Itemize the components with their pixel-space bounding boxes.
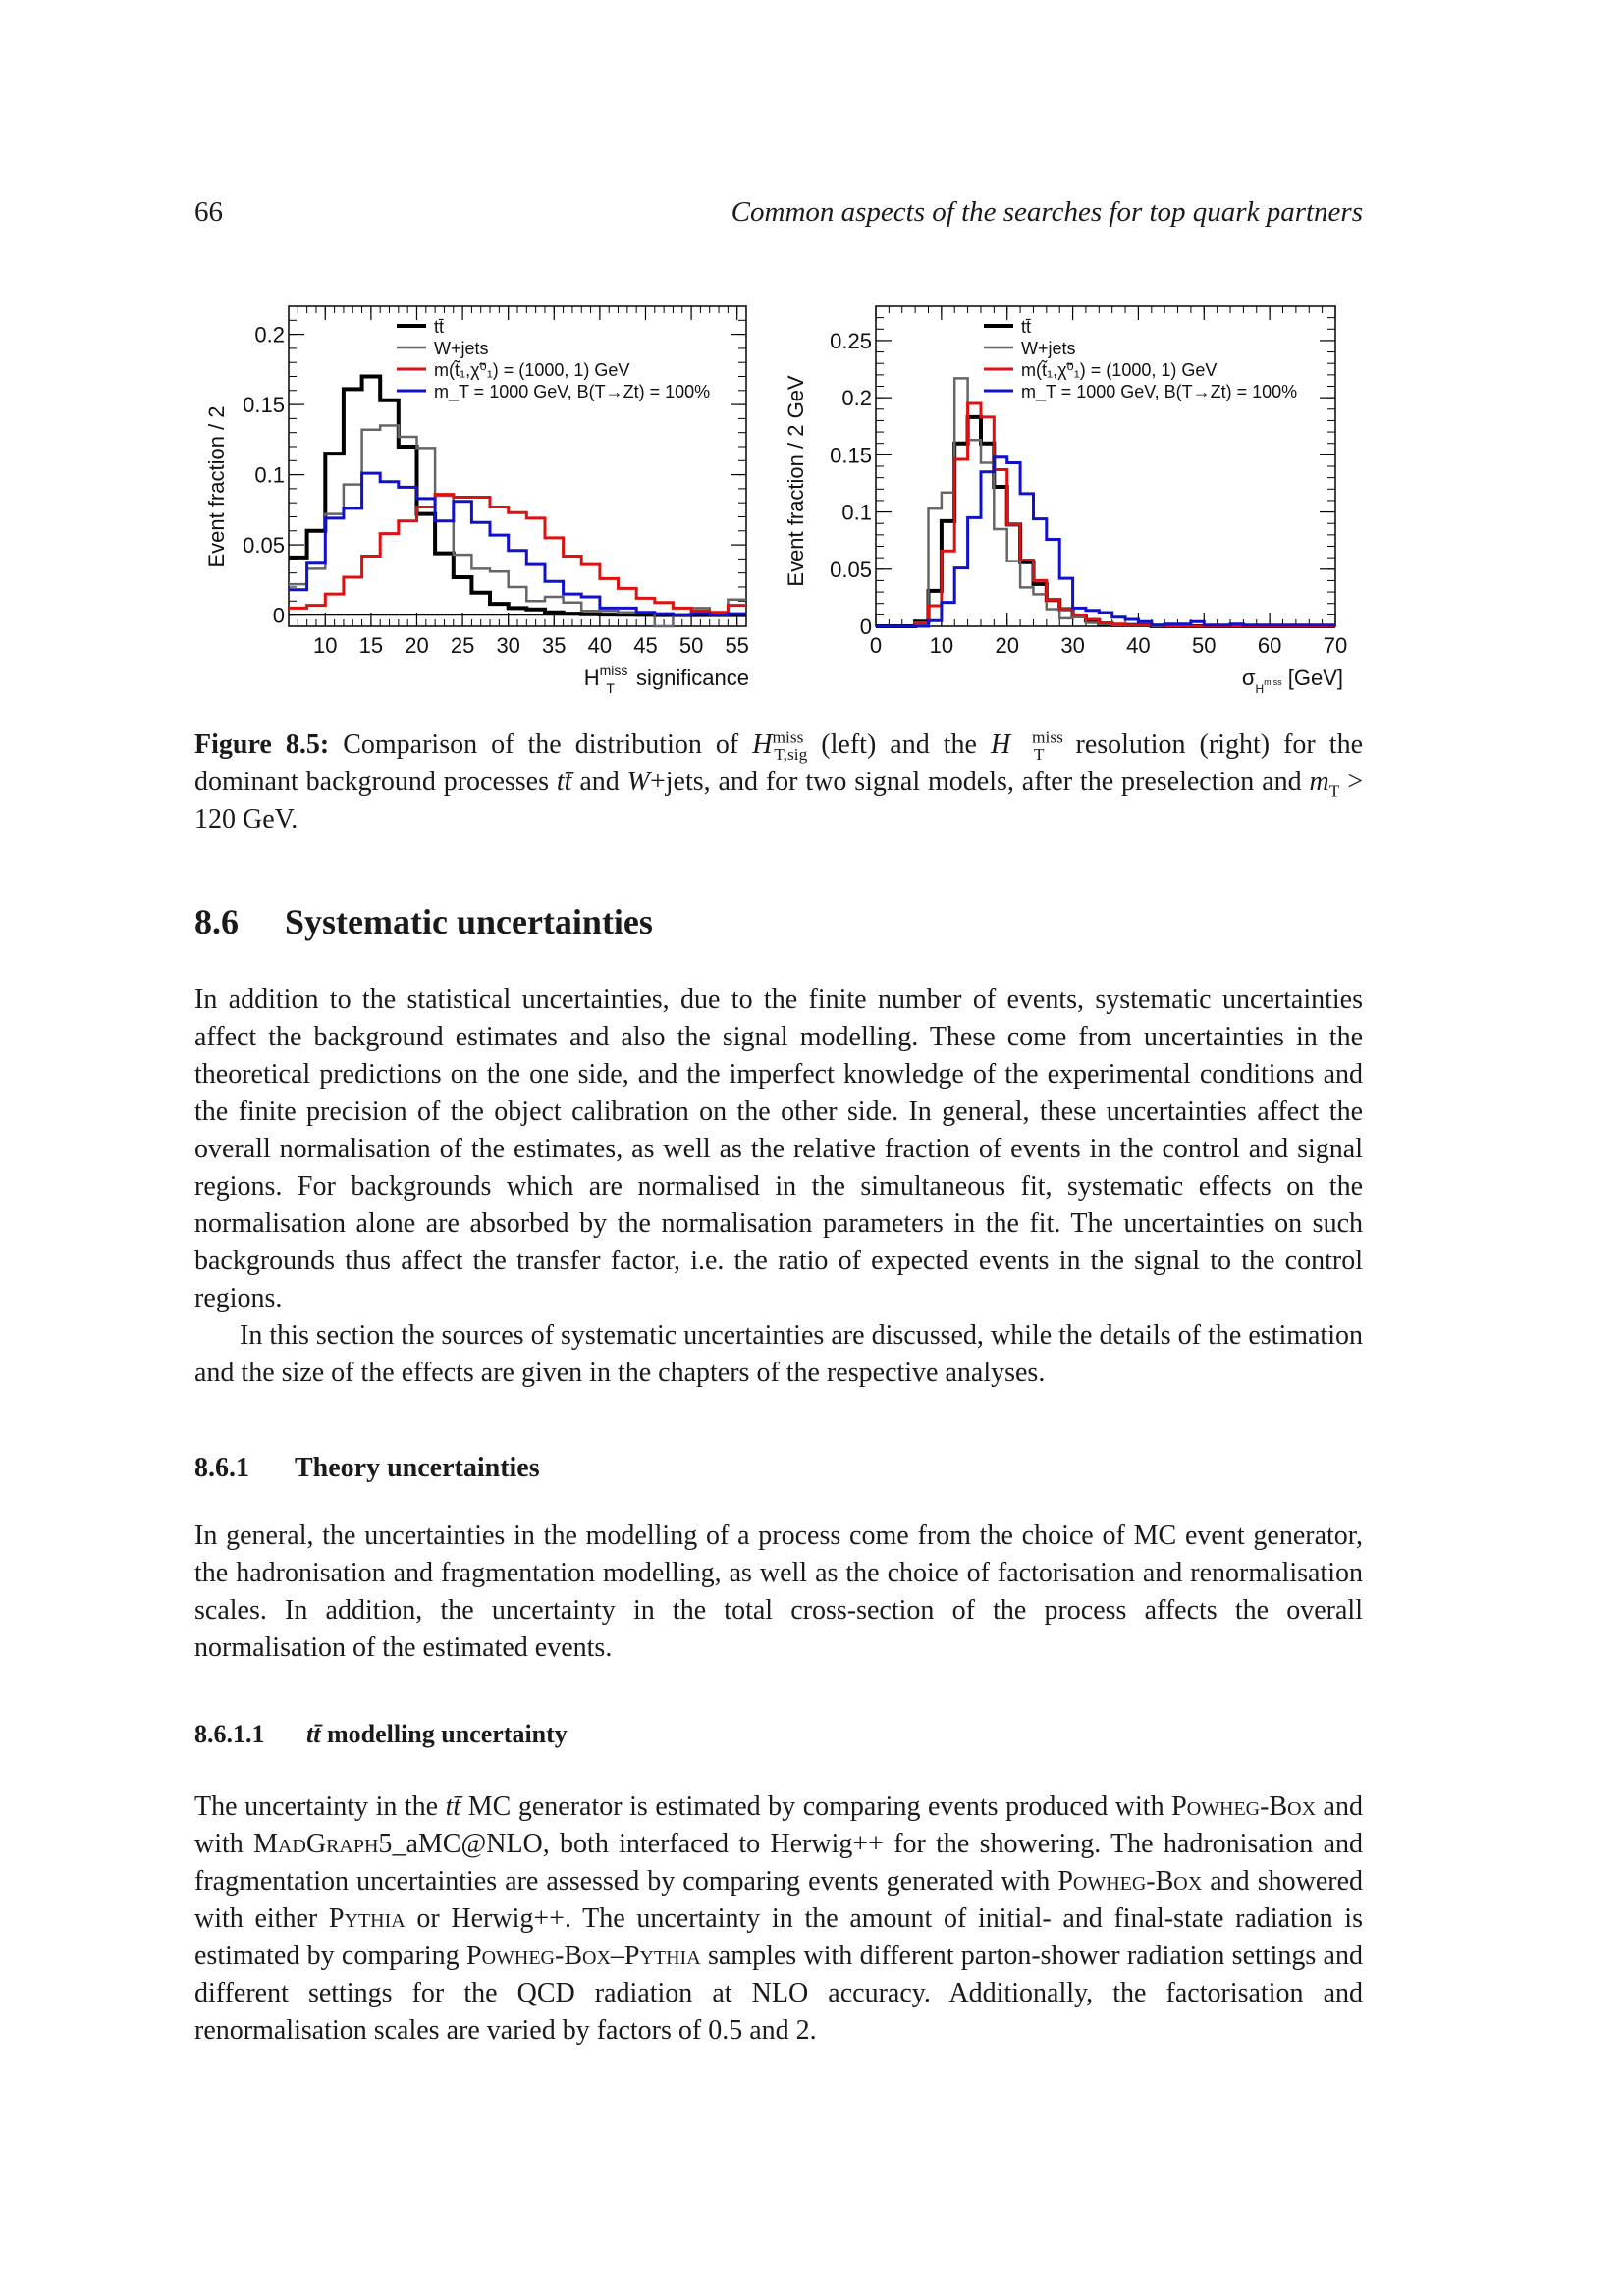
caption-text: (left) and the <box>807 729 992 760</box>
x-tick-label: 50 <box>1192 633 1217 658</box>
y-tick-label: 0.25 <box>830 328 872 353</box>
x-tick-label: 70 <box>1323 633 1348 658</box>
x-tick-label: 45 <box>633 633 658 658</box>
legend-tprime-label: m_T = 1000 GeV, B(T→Zt) = 100% <box>434 382 711 401</box>
chart-right-svg <box>782 291 1361 703</box>
caption-text: Comparison of the distribution of <box>329 729 753 760</box>
x-tick-label: 20 <box>405 633 429 658</box>
left-y-axis-label: Event fraction / 2 <box>204 405 229 568</box>
legend-stop-label: m(t̃₁,χ̃⁰₁) = (1000, 1) GeV <box>1021 360 1218 380</box>
chart-right <box>782 291 1361 708</box>
figure-caption <box>194 726 1363 838</box>
subsubsection-symbol: tt̄ <box>306 1720 321 1748</box>
section-body <box>194 982 1363 1392</box>
chart-left <box>194 291 754 708</box>
section-number: 8.6 <box>194 902 239 941</box>
caption-label: Figure 8.5: <box>194 729 330 760</box>
caption-text: +jets, and for two signal models, after the preselection and <box>649 767 1310 797</box>
histogram-series-wjets <box>876 378 1335 626</box>
x-tick-label: 40 <box>587 633 613 658</box>
x-tick-label: 40 <box>1126 633 1151 658</box>
x-tick-label: 30 <box>1060 633 1085 658</box>
paragraph: In addition to the statistical uncertainties, due to the finite number of events, systematic uncertainties affect the background estimates and also the signal modelling. These come from uncertainties in the theoretical predictions on the one side, and the imperfect knowledge of the experimental conditions and the finite precision of the object calibration on the other side. In general, these uncertainties affect the overall normalisation of the estimates, as well as the relative fraction of events in the control and signal regions. For backgrounds which are normalised in the simultaneous fit, systematic effects on the normalisation alone are absorbed by the normalisation parameters in the fit. The uncertainties on such backgrounds thus affect the transfer factor, i.e. the ratio of expected events in the signal to the control regions. <box>194 985 1363 1313</box>
section-heading <box>194 901 653 942</box>
subsection-title: Theory uncertainties <box>295 1453 540 1483</box>
histogram-series-wjets <box>289 426 746 627</box>
legend-tprime-label: m_T = 1000 GeV, B(T→Zt) = 100% <box>1021 382 1298 401</box>
y-tick-label: 0 <box>272 603 285 628</box>
paragraph: The uncertainty in the tt̄ MC generator is estimated by comparing events produced with Powheg-Box and with MadGraph5_aMC@NLO, both interfaced to Herwig++ for the showering. The hadronisation and fragmentation uncertainties are assessed by comparing events generated with Powheg-Box and showered with either Pythia or Herwig++. The uncertainty in the amount of initial- and final-state radiation is estimated by comparing Powheg-Box–Pythia samples with different parton-shower radiation settings and different settings for the QCD radiation at NLO accuracy. Additionally, the factorisation and renormalisation scales are varied by factors of 0.5 and 2. <box>194 1791 1364 2046</box>
section-title: Systematic uncertainties <box>285 902 653 941</box>
subsubsection-heading <box>194 1720 568 1749</box>
left-x-axis-label: $H^{miss}$ T significance <box>583 663 749 696</box>
x-tick-label: 50 <box>678 633 704 658</box>
subsection-body <box>194 1518 1363 1667</box>
caption-sup: miss <box>1032 727 1063 747</box>
y-tick-label: 0.15 <box>243 393 285 418</box>
caption-text: > 120 GeV. <box>194 767 1363 834</box>
histogram-series-stop <box>289 495 746 613</box>
x-tick-label: 0 <box>869 633 883 658</box>
plot-frame <box>876 306 1335 626</box>
y-tick-label: 0.05 <box>243 533 285 559</box>
caption-sub: T <box>1033 744 1045 764</box>
subsection-number: 8.6.1 <box>194 1453 249 1483</box>
subsubsection-title: modelling uncertainty <box>320 1720 568 1748</box>
caption-sub: T <box>1328 781 1340 801</box>
chart-left-svg <box>194 291 754 703</box>
subsection-heading <box>194 1453 540 1484</box>
subsubsection-body <box>194 1789 1363 2050</box>
legend-wjets-label: W+jets <box>1021 339 1076 358</box>
y-tick-label: 0.2 <box>841 386 872 411</box>
caption-symbol: m <box>1309 767 1329 797</box>
caption-symbol: H⃗ <box>991 729 1033 760</box>
x-tick-label: 25 <box>450 633 475 658</box>
histogram-series-ttbar <box>876 417 1335 626</box>
y-tick-label: 0 <box>859 614 872 639</box>
x-tick-label: 35 <box>542 633 567 658</box>
caption-symbol: tt̄ <box>556 767 572 797</box>
subsubsection-number: 8.6.1.1 <box>194 1720 265 1748</box>
caption-sup: miss <box>772 727 804 747</box>
legend-ttbar-label: tt̄ <box>1021 317 1032 337</box>
y-tick-label: 0.15 <box>830 443 872 468</box>
legend-wjets-label: W+jets <box>434 339 489 358</box>
caption-symbol: W <box>626 767 650 797</box>
caption-symbol: H <box>752 729 773 760</box>
histogram-series-ttbar <box>289 377 746 615</box>
paragraph: In general, the uncertainties in the modelling of a process come from the choice of MC event generator, the hadronisation and fragmentation modelling, as well as the choice of factorisation and renormalisation scales. In addition, the uncertainty in the total cross-section of the process affects the overall normalisation of the estimated events. <box>194 1521 1363 1663</box>
legend-stop-label: m(t̃₁,χ̃⁰₁) = (1000, 1) GeV <box>434 360 630 380</box>
y-tick-label: 0.1 <box>841 500 872 525</box>
x-tick-label: 10 <box>929 633 954 658</box>
x-tick-label: 10 <box>313 633 338 658</box>
caption-sub: T,sig <box>774 744 808 764</box>
histogram-series-stop <box>876 403 1335 626</box>
x-tick-label: 30 <box>496 633 520 658</box>
x-tick-label: 20 <box>995 633 1019 658</box>
x-tick-label: 55 <box>725 633 749 658</box>
legend-ttbar-label: tt̄ <box>434 317 445 337</box>
y-tick-label: 0.1 <box>254 462 285 488</box>
x-tick-label: 15 <box>358 633 384 658</box>
page-number: 66 <box>194 196 223 228</box>
right-x-axis-label: $\sigma_H^{miss}$ [GeV] <box>1241 666 1343 696</box>
histogram-series-tprime <box>289 473 746 614</box>
y-tick-label: 0.2 <box>254 322 285 347</box>
y-tick-label: 0.05 <box>830 557 872 582</box>
right-y-axis-label: Event fraction / 2 GeV <box>784 375 808 587</box>
figure-8-5 <box>194 291 1363 703</box>
caption-text: and <box>571 767 627 797</box>
x-tick-label: 60 <box>1257 633 1282 658</box>
histogram-series-tprime <box>876 457 1335 626</box>
paragraph: In this section the sources of systematic uncertainties are discussed, while the details of the estimation and the size of the effects are given in the chapters of the respective analyses. <box>194 1320 1363 1388</box>
caption-text: resolution (right) for the dominant background processes <box>194 729 1363 797</box>
running-title: Common aspects of the searches for top quark partners <box>731 196 1363 228</box>
